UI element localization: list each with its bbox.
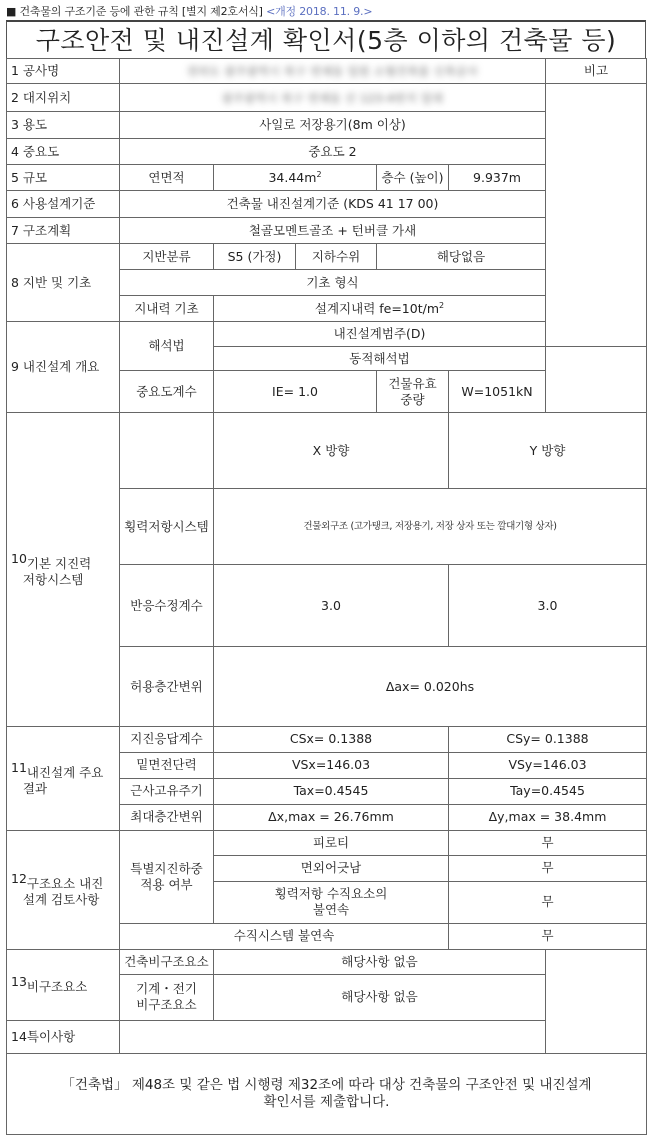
discontinuity-value: 무 — [449, 881, 647, 923]
special-load-label: 특별지진하중 적용 여부 — [120, 830, 214, 923]
importance-label: 4 중요도 — [7, 139, 120, 165]
nonstructural-label: 13비구조요소 — [7, 949, 120, 1020]
allowable-drift-label: 허용층간변위 — [120, 647, 214, 726]
response-factor-x: 3.0 — [214, 565, 449, 647]
design-code-value: 건축물 내진설계기준 (KDS 41 17 00) — [120, 191, 546, 218]
row-site — [7, 84, 647, 112]
lateral-system-label: 10기본 지진력 저항시스템 — [7, 413, 120, 727]
remark-cell-5 — [546, 949, 647, 1053]
natural-period-x: Tax=0.4545 — [214, 778, 449, 804]
results-label: 11내진설계 주요 결과 — [7, 726, 120, 830]
vertical-discontinuity-label: 수직시스템 불연속 — [120, 923, 449, 949]
row-declaration — [7, 1053, 647, 1134]
analysis-method: 동적해석법 — [214, 347, 546, 371]
soil-class-value: S5 (가정) — [214, 244, 296, 270]
site-value: 광주광역시 북구 연제동 산 123-4번지 일대 — [120, 84, 546, 112]
design-code-label: 6 사용설계기준 — [7, 191, 120, 218]
review-label: 12구조요소 내진 설계 검토사항 — [7, 830, 120, 949]
max-drift-y: Δy,max = 38.4mm — [449, 804, 647, 830]
soil-class-label: 지반분류 — [120, 244, 214, 270]
remark-header: 비고 — [546, 59, 647, 84]
response-coefficient-y: CSy= 0.1388 — [449, 726, 647, 752]
y-direction-header: Y 방향 — [449, 413, 647, 489]
height-label: 층수 (높이) — [377, 165, 449, 191]
page-title: 구조안전 및 내진설계 확인서(5층 이하의 건축물 등) — [6, 20, 646, 58]
row-arch-nonstructural — [7, 949, 647, 974]
importance-factor-label: 중요도계수 — [120, 371, 214, 413]
remark-cell-1 — [546, 84, 647, 347]
row-lateral-header — [7, 413, 647, 489]
allowable-drift-value: Δax= 0.020hs — [214, 647, 647, 726]
piloti-value: 무 — [449, 830, 647, 855]
form-caption — [6, 3, 372, 19]
groundwater-label: 지하수위 — [296, 244, 377, 270]
row-piloti — [7, 830, 647, 855]
use-label: 3 용도 — [7, 112, 120, 139]
response-factor-label: 반응수정계수 — [120, 565, 214, 647]
discontinuity-label: 횡력저항 수직요소의 불연속 — [214, 881, 449, 923]
piloti-label: 피로티 — [214, 830, 449, 855]
site-label: 2 대지위치 — [7, 84, 120, 112]
vertical-discontinuity-value: 무 — [449, 923, 647, 949]
response-coefficient-label: 지진응답계수 — [120, 726, 214, 752]
mep-nonstructural-value: 해당사항 없음 — [214, 974, 546, 1020]
structure-plan-label: 7 구조계획 — [7, 218, 120, 244]
importance-factor-value: IE= 1.0 — [214, 371, 377, 413]
response-factor-y: 3.0 — [449, 565, 647, 647]
revision-note: <개정 2018. 11. 9.> — [266, 5, 373, 18]
base-shear-x: VSx=146.03 — [214, 752, 449, 778]
caption-text: ■ 건축물의 구조기준 등에 관한 규칙 [별지 제2호서식] — [6, 5, 263, 18]
method-label: 해석법 — [120, 322, 214, 371]
max-drift-label: 최대층간변위 — [120, 804, 214, 830]
bearing-label: 지내력 기초 — [120, 296, 214, 322]
arch-nonstructural-label: 건축비구조요소 — [120, 949, 214, 974]
seismic-label: 9 내진설계 개요 — [7, 322, 120, 413]
scale-label: 5 규모 — [7, 165, 120, 191]
confirmation-form-table — [6, 58, 647, 1135]
ground-label: 8 지반 및 기초 — [7, 244, 120, 322]
natural-period-y: Tay=0.4545 — [449, 778, 647, 804]
structure-plan-value: 철골모멘트골조 + 턴버클 가새 — [120, 218, 546, 244]
special-notes-label: 14특이사항 — [7, 1020, 120, 1053]
importance-value: 중요도 2 — [120, 139, 546, 165]
max-drift-x: Δx,max = 26.76mm — [214, 804, 449, 830]
mep-nonstructural-label: 기계・전기 비구조요소 — [120, 974, 214, 1020]
height-value: 9.937m — [449, 165, 546, 191]
bearing-value: 설계지내력 $fe=10t/m^2$ — [214, 296, 546, 322]
project-name-label: 1 공사명 — [7, 59, 120, 84]
project-name-value: 전라도 광주광역시 북구 연제동 일원 소형건축물 신축공사 — [120, 59, 546, 84]
area-label: 연면적 — [120, 165, 214, 191]
lateral-system-type-value: 건물외구조 (고가탱크, 저장용기, 저장 상자 또는 깔대기형 상자) — [214, 489, 647, 565]
out-of-plane-label: 면외어긋남 — [214, 855, 449, 881]
response-coefficient-x: CSx= 0.1388 — [214, 726, 449, 752]
lateral-system-type-label: 횡력저항시스템 — [120, 489, 214, 565]
groundwater-value: 해당없음 — [377, 244, 546, 270]
special-notes-value — [120, 1020, 546, 1053]
seismic-category: 내진설계범주(D) — [214, 322, 546, 347]
area-value: $34.44m^2$ — [214, 165, 377, 191]
base-shear-label: 밑면전단력 — [120, 752, 214, 778]
effective-weight-label: 건물유효 중량 — [377, 371, 449, 413]
effective-weight-value: W=1051kN — [449, 371, 546, 413]
foundation-type: 기초 형식 — [120, 270, 546, 296]
base-shear-y: VSy=146.03 — [449, 752, 647, 778]
x-direction-header: X 방향 — [214, 413, 449, 489]
row-response-coefficient — [7, 726, 647, 752]
use-value: 사일로 저장용기(8m 이상) — [120, 112, 546, 139]
out-of-plane-value: 무 — [449, 855, 647, 881]
arch-nonstructural-value: 해당사항 없음 — [214, 949, 546, 974]
row-project-name — [7, 59, 647, 84]
natural-period-label: 근사고유주기 — [120, 778, 214, 804]
declaration-text: 「건축법」 제48조 및 같은 법 시행령 제32조에 따라 대상 건축물의 구조안전 및 내진설계 확인서를 제출합니다. — [7, 1053, 647, 1134]
